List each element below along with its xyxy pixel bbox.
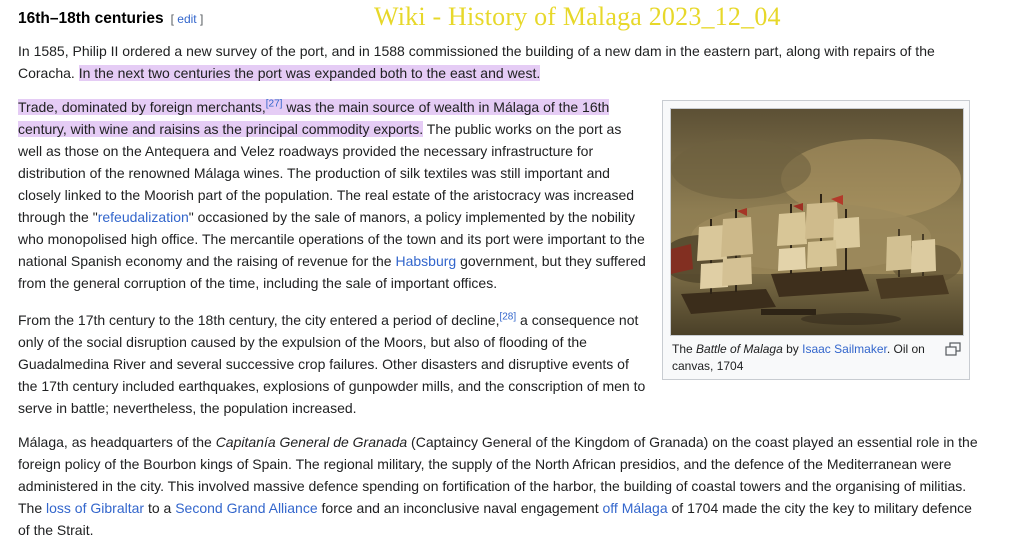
loss-of-gibraltar-link[interactable]: loss of Gibraltar bbox=[46, 500, 145, 516]
section-heading bbox=[18, 10, 203, 28]
watermark-banner: Wiki - History of Malaga 2023_12_04 bbox=[374, 2, 781, 31]
refeudalization-link[interactable]: refeudalization bbox=[97, 209, 189, 225]
edit-section: [ edit ] bbox=[170, 12, 204, 26]
p3-text-a: From the 17th century to the 18th century, the city entered a period of decline, bbox=[18, 312, 500, 328]
enlarge-icon[interactable] bbox=[945, 342, 961, 356]
p2-highlight-b: was the main source of wealth in Málaga of the 16th century, with wine and raisins as the principal commodity exports. bbox=[18, 99, 610, 137]
reference-28[interactable]: [28] bbox=[499, 311, 517, 323]
p1-highlight: In the next two centuries the port was expanded both to the east and west. bbox=[78, 65, 541, 81]
habsburg-link[interactable]: Habsburg bbox=[395, 253, 457, 269]
section-title: 16th–18th centuries bbox=[18, 10, 164, 27]
p4-text-b: (Captaincy General of the Kingdom of Granada) on the coast played an essential role in the foreign policy of the Bourbon kings of Spain. The regional military, the supply of the North African presidios, and the defence of the Mediterranean were administered in the city. This involved massive defence spending on fortification of the harbor, the building of coastal towers and the organising of militias. The bbox=[18, 434, 978, 516]
p3-text-b: a consequence not only of the social disruption caused by the expulsion of the Moors, but also of flooding of the Guadalmedina River and several successive crop failures. Other disasters and disruptive events of the 17th century included earthquakes, explosions of gunpowder mills, and the conscription of men to serve in battle; nevertheless, the population increased. bbox=[18, 312, 646, 416]
p2-highlight-a: Trade, dominated by foreign merchants, bbox=[18, 99, 266, 115]
thumbnail-figure bbox=[662, 100, 970, 380]
caption-title: Battle of Malaga bbox=[696, 342, 783, 356]
p1-text: In 1585, Philip II ordered a new survey of the port, and in 1588 commissioned the building of a new dam in the eastern part, along with repairs of the Coracha. bbox=[18, 43, 935, 81]
p4-text-c: to a bbox=[147, 500, 172, 516]
p4-text-e: of 1704 made the city the key to military defence of the Strait. bbox=[18, 500, 972, 538]
battle-of-malaga-painting[interactable] bbox=[670, 108, 964, 336]
paragraph-4 bbox=[18, 431, 978, 541]
paragraph-2 bbox=[18, 96, 648, 294]
paragraph-1 bbox=[18, 40, 978, 84]
p2-text-d: government, but they suffered from the general corruption of the time, including the sale of important offices. bbox=[18, 253, 646, 291]
p4-text-d: force and an inconclusive naval engagement bbox=[321, 500, 599, 516]
reference-27[interactable]: [27] bbox=[265, 98, 283, 110]
isaac-sailmaker-link[interactable]: Isaac Sailmaker bbox=[802, 342, 887, 356]
p2-text-b: The public works on the port as well as those on the Antequera and Velez roadways provided the necessary infrastructure for distribution of the renowned Málaga wines. The production of silk textiles was still important and closely linked to the Moorish part of the population. The real estate of the aristocracy was increased through the " bbox=[18, 121, 635, 225]
off-malaga-link[interactable]: off Málaga bbox=[602, 500, 668, 516]
second-grand-alliance-link[interactable]: Second Grand Alliance bbox=[175, 500, 318, 516]
p4-italic: Capitanía General de Granada bbox=[215, 434, 408, 450]
edit-link[interactable]: edit bbox=[177, 12, 197, 26]
paragraph-3 bbox=[18, 309, 646, 419]
p2-text-c: " occasioned by the sale of manors, a policy implemented by the nobility who monopolised high office. The mercantile operations of the town and its port were important to the national Spanish economy and the raising of revenue for the bbox=[18, 209, 645, 269]
p4-text-a: Málaga, as headquarters of the bbox=[18, 434, 212, 450]
figure-caption: The Battle of Malaga by Isaac Sailmaker. Oil on canvas, 1704 bbox=[672, 342, 925, 373]
